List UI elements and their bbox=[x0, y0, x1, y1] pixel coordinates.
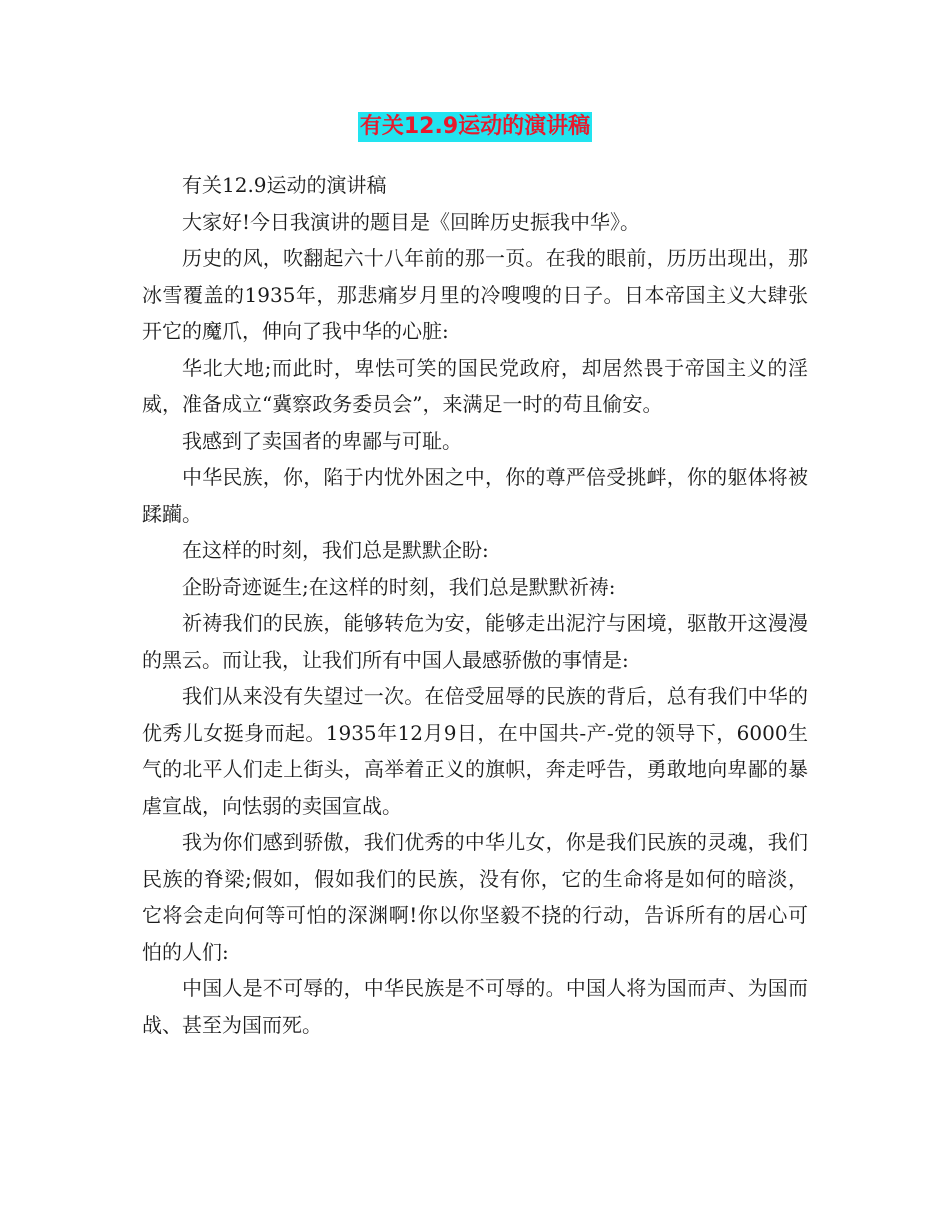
paragraph-9: 祈祷我们的民族，能够转危为安，能够走出泥泞与困境，驱散开这漫漫的黑云。而让我，让我们所有中国人最感骄傲的事情是: bbox=[142, 611, 808, 672]
page-title: 有关12.9运动的演讲稿 bbox=[358, 112, 592, 142]
paragraph-5: 我感到了卖国者的卑鄙与可耻。 bbox=[182, 428, 462, 453]
paragraph-8: 企盼奇迹诞生;在这样的时刻，我们总是默默祈祷: bbox=[182, 574, 616, 599]
paragraph-11: 我为你们感到骄傲，我们优秀的中华儿女，你是我们民族的灵魂，我们民族的脊梁;假如，假如我们的民族，没有你，它的生命将是如何的暗淡，它将会走向何等可怕的深渊啊!你以你坚毅不挠的行动，告诉所有的居心可怕的人们: bbox=[142, 830, 808, 964]
paragraph-1: 有关12.9运动的演讲稿 bbox=[182, 173, 387, 197]
paragraph-7: 在这样的时刻，我们总是默默企盼: bbox=[182, 538, 489, 562]
speech-body bbox=[142, 167, 808, 1043]
paragraph-6: 中华民族，你，陷于内忧外困之中，你的尊严倍受挑衅，你的躯体将被蹂躏。 bbox=[142, 465, 808, 526]
paragraph-12: 中国人是不可辱的，中华民族是不可辱的。中国人将为国而声、为国而战、甚至为国而死。 bbox=[142, 976, 808, 1037]
paragraph-3: 历史的风，吹翻起六十八年前的那一页。在我的眼前，历历出现出，那冰雪覆盖的1935年，那悲痛岁月里的冷嗖嗖的日子。日本帝国主义大肆张开它的魔爪，伸向了我中华的心脏: bbox=[142, 246, 808, 343]
title-container bbox=[0, 112, 950, 142]
paragraph-4: 华北大地;而此时，卑怯可笑的国民党政府，却居然畏于帝国主义的淫威，准备成立“冀察政务委员会”，来满足一时的苟且偷安。 bbox=[142, 355, 808, 416]
paragraph-2: 大家好!今日我演讲的题目是《回眸历史振我中华》。 bbox=[182, 209, 641, 234]
paragraph-10: 我们从来没有失望过一次。在倍受屈辱的民族的背后，总有我们中华的优秀儿女挺身而起。1935年12月9日，在中国共-产-党的领导下，6000生气的北平人们走上街头，高举着正义的旗帜，奔走呼告，勇敢地向卑鄙的暴虐宣战，向怯弱的卖国宣战。 bbox=[142, 684, 808, 818]
